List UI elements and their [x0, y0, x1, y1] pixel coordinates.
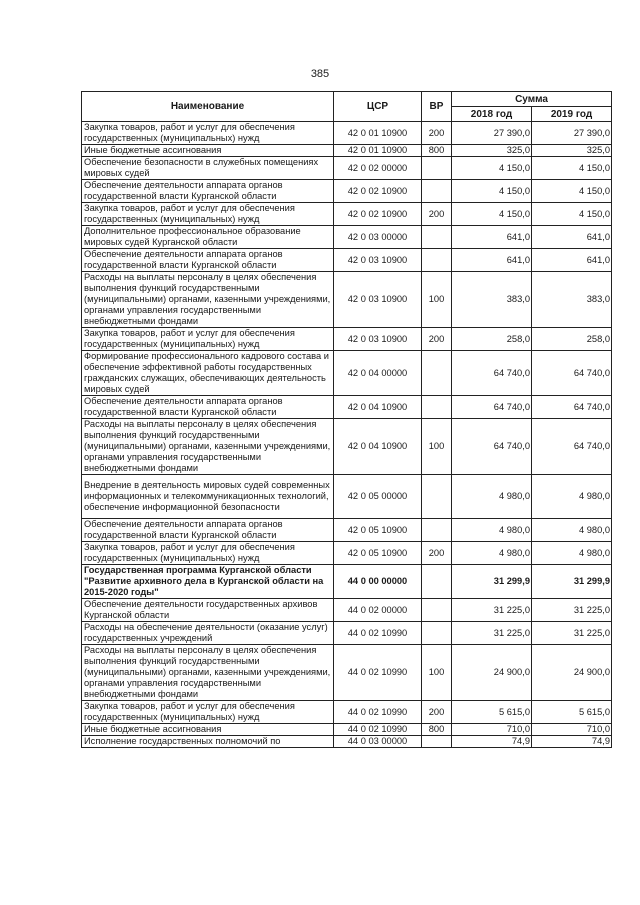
cell-2019: 4 980,0 — [532, 475, 612, 519]
cell-name: Исполнение государственных полномочий по — [82, 736, 334, 748]
cell-csr: 44 0 03 00000 — [334, 736, 422, 748]
cell-csr: 44 0 00 00000 — [334, 565, 422, 599]
table-row — [82, 203, 612, 226]
cell-csr: 42 0 04 10900 — [334, 419, 422, 475]
cell-vr: 100 — [422, 645, 452, 701]
cell-2018: 4 150,0 — [452, 203, 532, 226]
cell-2019: 24 900,0 — [532, 645, 612, 701]
header-name: Наименование — [82, 92, 334, 122]
table-row — [82, 475, 612, 519]
table-row — [82, 122, 612, 145]
cell-name: Обеспечение деятельности аппарата органов государственной власти Курганской области — [82, 519, 334, 542]
cell-2018: 710,0 — [452, 724, 532, 736]
cell-name: Закупка товаров, работ и услуг для обеспечения государственных (муниципальных) нужд — [82, 542, 334, 565]
cell-2018: 4 150,0 — [452, 180, 532, 203]
table-row — [82, 328, 612, 351]
cell-name: Обеспечение безопасности в служебных помещениях мировых судей — [82, 157, 334, 180]
table-row — [82, 226, 612, 249]
cell-csr: 42 0 01 10900 — [334, 122, 422, 145]
cell-name: Закупка товаров, работ и услуг для обеспечения государственных (муниципальных) нужд — [82, 328, 334, 351]
cell-2019: 641,0 — [532, 226, 612, 249]
cell-csr: 42 0 03 10900 — [334, 249, 422, 272]
table-row — [82, 272, 612, 328]
cell-csr: 44 0 02 00000 — [334, 599, 422, 622]
cell-name: Расходы на выплаты персоналу в целях обеспечения выполнения функций государственными (муниципальными) органами, казенными учреждениями, органами управления государственными внебюджетными фондами — [82, 272, 334, 328]
cell-vr — [422, 180, 452, 203]
cell-name: Обеспечение деятельности аппарата органов государственной власти Курганской области — [82, 180, 334, 203]
cell-name: Государственная программа Курганской области "Развитие архивного дела в Курганской области на 2015-2020 годы" — [82, 565, 334, 599]
cell-csr: 42 0 03 10900 — [334, 272, 422, 328]
cell-vr: 200 — [422, 701, 452, 724]
cell-2018: 641,0 — [452, 249, 532, 272]
cell-csr: 42 0 01 10900 — [334, 145, 422, 157]
cell-name: Обеспечение деятельности государственных архивов Курганской области — [82, 599, 334, 622]
cell-csr: 42 0 04 00000 — [334, 351, 422, 396]
cell-csr: 42 0 05 10900 — [334, 542, 422, 565]
table-row — [82, 419, 612, 475]
cell-2019: 383,0 — [532, 272, 612, 328]
cell-2018: 383,0 — [452, 272, 532, 328]
cell-2018: 24 900,0 — [452, 645, 532, 701]
cell-2018: 74,9 — [452, 736, 532, 748]
cell-2019: 641,0 — [532, 249, 612, 272]
cell-2019: 31 225,0 — [532, 622, 612, 645]
cell-2019: 31 299,9 — [532, 565, 612, 599]
cell-vr — [422, 565, 452, 599]
cell-csr: 42 0 05 10900 — [334, 519, 422, 542]
budget-table — [81, 91, 612, 748]
header-year-2018: 2018 год — [452, 107, 532, 122]
cell-2018: 31 225,0 — [452, 622, 532, 645]
cell-vr — [422, 519, 452, 542]
cell-2018: 4 150,0 — [452, 157, 532, 180]
cell-2019: 31 225,0 — [532, 599, 612, 622]
cell-csr: 44 0 02 10990 — [334, 701, 422, 724]
cell-2018: 64 740,0 — [452, 351, 532, 396]
cell-name: Расходы на выплаты персоналу в целях обеспечения выполнения функций государственными (муниципальными) органами, казенными учреждениями, органами управления государственными внебюджетными фондами — [82, 419, 334, 475]
table-row — [82, 736, 612, 748]
cell-name: Расходы на выплаты персоналу в целях обеспечения выполнения функций государственными (муниципальными) органами, казенными учреждениями, органами управления государственными внебюджетными фондами — [82, 645, 334, 701]
cell-vr — [422, 736, 452, 748]
cell-vr: 200 — [422, 203, 452, 226]
cell-vr: 200 — [422, 122, 452, 145]
cell-name: Формирование профессионального кадрового состава и обеспечение эффективной работы государственных гражданских служащих, обеспечивающих деятельность мировых судей — [82, 351, 334, 396]
page-number: 385 — [310, 68, 330, 80]
cell-2018: 31 299,9 — [452, 565, 532, 599]
cell-vr: 100 — [422, 272, 452, 328]
table-row — [82, 542, 612, 565]
cell-vr: 100 — [422, 419, 452, 475]
table-body — [82, 122, 612, 748]
table-row — [82, 724, 612, 736]
header-vr: ВР — [422, 92, 452, 122]
cell-2018: 64 740,0 — [452, 396, 532, 419]
cell-2018: 4 980,0 — [452, 475, 532, 519]
cell-2019: 4 150,0 — [532, 157, 612, 180]
cell-name: Внедрение в деятельность мировых судей современных информационных и телекоммуникационных технологий, обеспечение информационной безопасности — [82, 475, 334, 519]
cell-2018: 4 980,0 — [452, 542, 532, 565]
cell-2019: 64 740,0 — [532, 351, 612, 396]
cell-name: Обеспечение деятельности аппарата органов государственной власти Курганской области — [82, 249, 334, 272]
cell-2019: 27 390,0 — [532, 122, 612, 145]
cell-vr — [422, 475, 452, 519]
cell-vr — [422, 599, 452, 622]
table-row — [82, 249, 612, 272]
cell-2019: 4 150,0 — [532, 203, 612, 226]
cell-name: Расходы на обеспечение деятельности (оказание услуг) государственных учреждений — [82, 622, 334, 645]
cell-name: Обеспечение деятельности аппарата органов государственной власти Курганской области — [82, 396, 334, 419]
cell-2018: 5 615,0 — [452, 701, 532, 724]
table-row — [82, 519, 612, 542]
table-row — [82, 622, 612, 645]
cell-name: Закупка товаров, работ и услуг для обеспечения государственных (муниципальных) нужд — [82, 122, 334, 145]
cell-2019: 4 980,0 — [532, 542, 612, 565]
table-row — [82, 565, 612, 599]
cell-2018: 27 390,0 — [452, 122, 532, 145]
table-row — [82, 396, 612, 419]
table-row — [82, 180, 612, 203]
cell-csr: 42 0 05 00000 — [334, 475, 422, 519]
cell-2019: 258,0 — [532, 328, 612, 351]
cell-name: Закупка товаров, работ и услуг для обеспечения государственных (муниципальных) нужд — [82, 701, 334, 724]
header-csr: ЦСР — [334, 92, 422, 122]
cell-vr — [422, 396, 452, 419]
cell-csr: 42 0 02 10900 — [334, 180, 422, 203]
cell-2018: 4 980,0 — [452, 519, 532, 542]
cell-2019: 64 740,0 — [532, 396, 612, 419]
cell-2018: 641,0 — [452, 226, 532, 249]
table-row — [82, 157, 612, 180]
cell-vr — [422, 351, 452, 396]
cell-2018: 258,0 — [452, 328, 532, 351]
cell-2019: 710,0 — [532, 724, 612, 736]
cell-csr: 42 0 02 10900 — [334, 203, 422, 226]
cell-csr: 44 0 02 10990 — [334, 645, 422, 701]
cell-2018: 31 225,0 — [452, 599, 532, 622]
cell-name: Иные бюджетные ассигнования — [82, 724, 334, 736]
cell-vr: 800 — [422, 724, 452, 736]
cell-vr: 200 — [422, 542, 452, 565]
cell-name: Дополнительное профессиональное образование мировых судей Курганской области — [82, 226, 334, 249]
cell-2019: 325,0 — [532, 145, 612, 157]
cell-2018: 64 740,0 — [452, 419, 532, 475]
cell-2019: 4 980,0 — [532, 519, 612, 542]
cell-name: Иные бюджетные ассигнования — [82, 145, 334, 157]
cell-vr — [422, 226, 452, 249]
cell-csr: 44 0 02 10990 — [334, 724, 422, 736]
cell-vr — [422, 622, 452, 645]
cell-2019: 5 615,0 — [532, 701, 612, 724]
cell-csr: 44 0 02 10990 — [334, 622, 422, 645]
cell-vr: 200 — [422, 328, 452, 351]
cell-csr: 42 0 02 00000 — [334, 157, 422, 180]
cell-vr — [422, 157, 452, 180]
header-year-2019: 2019 год — [532, 107, 612, 122]
table-row — [82, 145, 612, 157]
cell-csr: 42 0 04 10900 — [334, 396, 422, 419]
cell-name: Закупка товаров, работ и услуг для обеспечения государственных (муниципальных) нужд — [82, 203, 334, 226]
cell-2019: 74,9 — [532, 736, 612, 748]
table-row — [82, 351, 612, 396]
cell-2018: 325,0 — [452, 145, 532, 157]
cell-2019: 64 740,0 — [532, 419, 612, 475]
cell-2019: 4 150,0 — [532, 180, 612, 203]
table-row — [82, 599, 612, 622]
cell-csr: 42 0 03 00000 — [334, 226, 422, 249]
table-row — [82, 645, 612, 701]
header-row — [82, 92, 612, 107]
header-sum: Сумма — [452, 92, 612, 107]
cell-vr: 800 — [422, 145, 452, 157]
cell-vr — [422, 249, 452, 272]
table-row — [82, 701, 612, 724]
cell-csr: 42 0 03 10900 — [334, 328, 422, 351]
